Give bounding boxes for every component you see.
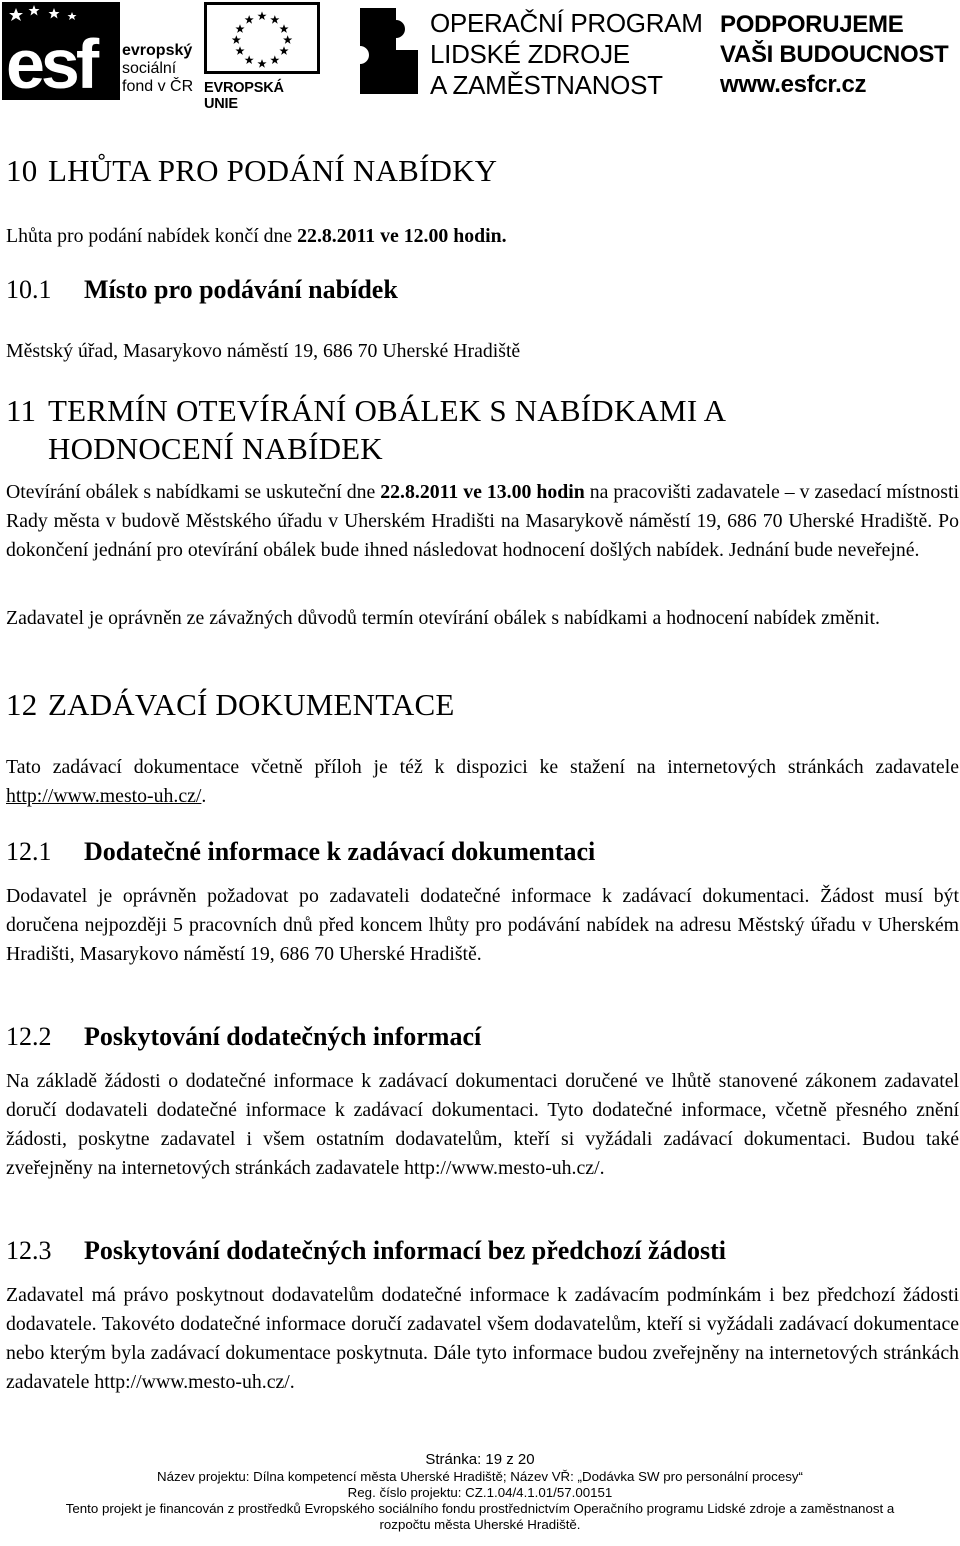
documentation-end: . (201, 785, 207, 807)
opening-details: na pracovišti zadavatele – v zasedací místnosti Rady města v budově Městského úřadu v Uherském Hradišti na Masarykově náměstí 19, 686 70 Uherské Hradiště. Po dokončení jednání pro otevírání obálek bude ihned následovat hodnocení došlých nabídek. Jednání bude neveřejné. (6, 481, 959, 561)
section-number: 11 (6, 393, 37, 428)
section-10-text (6, 222, 959, 251)
eu-logo-text: EVROPSKÁ UNIE (204, 80, 284, 112)
section-10-heading (6, 152, 959, 190)
section-12-3-paragraph: Zadavatel má právo poskytnout dodavatelům dodatečné informace k zadávacím podmínkám i bez předchozí žádosti dodavatele. Takovéto dodatečné informace doručí zadavatel všem dodavatelům, kteří si vyžádali zadávací dokumentace nebo kterým byla zadávací dokumentace poskytnuta. Dále tyto informace budou zveřejněny na internetových stránkách zadavatele http://www.mesto-uh.cz/. (6, 1284, 959, 1393)
section-11-heading (6, 392, 959, 468)
section-12-paragraph (6, 753, 959, 811)
section-title-line1: TERMÍN OTEVÍRÁNÍ OBÁLEK S NABÍDKAMI A (48, 393, 727, 428)
op-line1: OPERAČNÍ PROGRAM (430, 8, 703, 38)
eu-flag-icon (204, 2, 320, 74)
subsection-number: 10.1 (6, 275, 52, 304)
support-url: www.esfcr.cz (720, 71, 867, 98)
subsection-title: Poskytování dodatečných informací bez předchozí žádosti (84, 1236, 727, 1265)
support-line1: PODPORUJEME (720, 11, 904, 38)
section-number: 10 (6, 153, 38, 188)
footer-project: Název projektu: Dílna kompetencí města Uherské Hradiště; Název VŘ: „Dodávka SW pro personální procesy“ (157, 1469, 803, 1484)
subsection-number: 12.1 (6, 837, 52, 866)
support-slogan (720, 10, 948, 100)
op-line2: LIDSKÉ ZDROJE (430, 39, 630, 69)
op-line3: A ZAMĚSTNANOST (430, 70, 663, 100)
svg-text:esf: esf (6, 25, 96, 100)
esf-logo (2, 2, 198, 100)
documentation-intro: Tato zadávací dokumentace včetně příloh je též k dispozici ke stažení na internetových stránkách zadavatele (6, 756, 959, 778)
section-12-2-paragraph: Na základě žádosti o dodatečné informace k zadávací dokumentaci doručené ve lhůtě stanovené zákonem zadavatel doručí dodavateli dodatečné informace k zadávací dokumentaci. Tyto dodatečné informace, včetně přesného znění žádosti, poskytne zadavatel i všem ostatním dodavatelům, kteří si vyžádali zadávací dokumentaci. Budou také zveřejněny na internetových stránkách zadavatele http://www.mesto-uh.cz/. (6, 1070, 959, 1179)
op-logo-text (430, 8, 703, 101)
logo-header (0, 0, 960, 112)
footer-funding-line2: rozpočtu města Uherské Hradiště. (379, 1517, 581, 1532)
puzzle-icon (356, 4, 422, 98)
section-11-paragraph-1 (6, 478, 959, 565)
opening-intro: Otevírání obálek s nabídkami se uskuteční dne (6, 481, 381, 503)
section-title: LHŮTA PRO PODÁNÍ NABÍDKY (48, 153, 498, 188)
deadline-intro: Lhůta pro podání nabídek končí dne (6, 225, 298, 247)
section-10-1-heading (6, 274, 959, 306)
eu-logo (204, 2, 320, 112)
subsection-number: 12.3 (6, 1236, 52, 1265)
esf-logo-text (122, 42, 193, 96)
subsection-title: Místo pro podávání nabídek (84, 275, 398, 304)
section-11-paragraph-2: Zadavatel je oprávněn ze závažných důvodů termín otevírání obálek s nabídkami a hodnocení nabídek změnit. (6, 607, 880, 629)
section-12-1-heading (6, 836, 959, 868)
section-12-1-paragraph: Dodavatel je oprávněn požadovat po zadavateli dodatečné informace k zadávací dokumentaci. Žádost musí být doručena nejpozději 5 pracovních dnů před koncem lhůty pro podávání nabídek na adresu Městský úřadu v Uherském Hradišti, Masarykovo náměstí 19, 686 70 Uherské Hradiště. (6, 885, 959, 965)
page-number: Stránka: 19 z 20 (425, 1451, 535, 1468)
section-12-2-heading (6, 1021, 959, 1053)
section-10-1-text: Městský úřad, Masarykovo náměstí 19, 686 70 Uherské Hradiště (6, 340, 521, 362)
section-12-heading (6, 686, 959, 724)
deadline-date: 22.8.2011 ve 12.00 hodin. (297, 225, 507, 247)
subsection-number: 12.2 (6, 1022, 52, 1051)
esf-wordmark-icon (2, 2, 120, 100)
footer-registration: Reg. číslo projektu: CZ.1.04/4.1.01/57.00151 (347, 1485, 613, 1500)
page-footer (0, 1451, 960, 1533)
subsection-title: Poskytování dodatečných informací (84, 1022, 482, 1051)
esf-line3: fond v ČR (122, 78, 194, 95)
opening-date: 22.8.2011 ve 13.00 hodin (380, 481, 585, 503)
section-title-line2: HODNOCENÍ NABÍDEK (48, 431, 383, 466)
esf-line1: evropský (122, 42, 193, 59)
footer-funding-line1: Tento projekt je financován z prostředků Evropského sociálního fondu prostřednictvím Operačního programu Lidské zdroje a zaměstnanost a (65, 1501, 895, 1516)
section-12-3-heading (6, 1235, 959, 1267)
documentation-link[interactable]: http://www.mesto-uh.cz/ (6, 785, 202, 807)
support-line2: VAŠI BUDOUCNOST (720, 41, 949, 68)
section-title: ZADÁVACÍ DOKUMENTACE (48, 687, 455, 722)
subsection-title: Dodatečné informace k zadávací dokumentaci (84, 837, 596, 866)
section-number: 12 (6, 687, 38, 722)
esf-line2: sociální (122, 60, 177, 77)
